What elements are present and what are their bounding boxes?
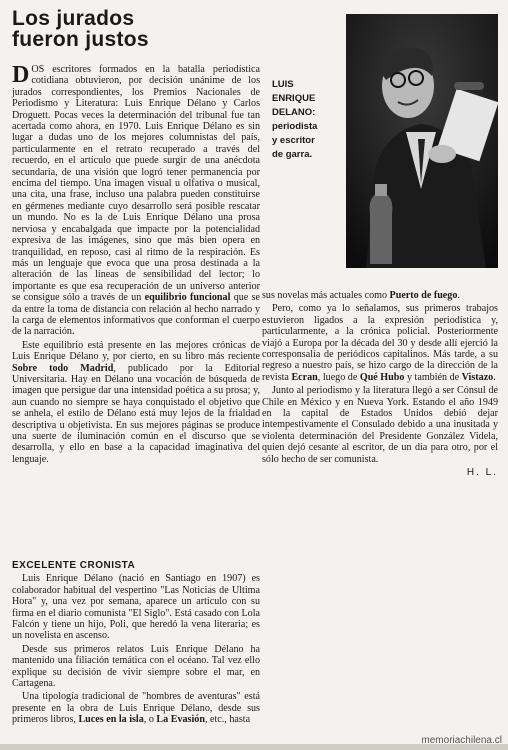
drop-cap: D — [12, 62, 30, 88]
right2-mid2: y también de — [404, 371, 462, 383]
headline — [12, 8, 262, 50]
caption-line-6: de garra. — [272, 149, 313, 160]
headline-line-2: fueron justos — [12, 28, 149, 51]
caption-line-5: y escritor — [272, 135, 315, 146]
right1-text: sus novelas más actuales como — [262, 290, 390, 301]
headline-line-1: Los jurados — [12, 7, 135, 30]
intro-text: OS escritores formados en la batalla periodística cotidiana obtuvieron, por decisión unánime de los jurados correspondientes, los Premios Nacionales de Periodismo y Literatura: Luis Enrique Délano y Carlos Droguett. Pocas veces la determinación del tribunal fue tan acertada como ahora, en 1970. Luis Enrique Délano es sin lugar a dudas uno de los mejores columnistas del país, particularmente en el retrato recuperado a través del recuerdo, en el artículo que puede surgir de una anécdota secundaria, de una visión que logró tener permanencia por encima del tiempo. Una imagen visual u olfativa o musical, una cita, una frase, incluso una palabra pueden constituirse en gérmenes mediante cuyo desarrollo será posible rescatar un mundo. No es la de Luis Enrique Délano una prosa nerviosa y encabalgada que impacte por la potencialidad expresiva de las imágenes, sino que más bien opera en tranquilidad, en reposo, casi al ritmo de la respiración. Es más un lenguaje que evoca que una prosa destinada a la alteración de las líneas de sensibilidad del lector; lo importante es que esa recuperación de un universo anterior se consigue sólo a través de un — [12, 64, 260, 304]
para5-title2: La Evasión — [156, 714, 205, 726]
paragraph-5 — [12, 691, 260, 725]
para2-text2: , publicado por la Editorial Universitaria. Hay en Délano una vocación de búsqueda de imagen que persigue dar una intensidad poética a su prosa; y, aun cuando no siempre se haya conquistado el objetivo que se anhela, el estilo de Délano está muy lejos de la frialdad descriptiva u objetivista. En sus mejores páginas se produce una suerte de iluminación común en el discurso que se desarrolla, y ello en base a la capacidad imaginativa del lenguaje. — [12, 362, 260, 465]
portrait-illustration — [346, 14, 498, 268]
right2-end: . — [493, 371, 496, 383]
right-paragraph-2 — [262, 303, 498, 383]
right2-que-hubo: Qué Hubo — [359, 371, 405, 383]
right2-vistazo: Vistazo — [461, 371, 494, 383]
column-left-top — [12, 64, 260, 467]
photo-caption — [272, 78, 344, 162]
caption-line-4: periodista — [272, 121, 318, 132]
subhead-excelente-cronista: EXCELENTE CRONISTA — [12, 560, 136, 571]
para5-end: , etc., hasta — [204, 714, 251, 726]
author-signature: H. L. — [466, 467, 498, 479]
caption-line-1: LUIS — [272, 79, 294, 90]
paragraph-2 — [12, 340, 260, 465]
watermark: memoriachilena.cl — [421, 735, 502, 746]
paragraph-3: Luis Enrique Délano (nació en Santiago en 1907) es colaborador habitual del vespertino "Las Noticias de Ultima Hora" y, una vez por semana, aparece un artículo con su firma en el diario comunista "El Siglo". Está casado con Lola Falcón y tiene un hijo, Poli, que heredó la vena literaria; es un novelista en ascenso. — [12, 573, 260, 642]
para2-book-title: Sobre todo Madrid — [12, 362, 114, 374]
portrait-photo — [346, 14, 498, 268]
right1-end: . — [457, 290, 460, 301]
right2-mid1: , luego de — [317, 371, 360, 383]
right-paragraph-1 — [262, 290, 498, 301]
right-paragraph-3: Junto al periodismo y la literatura llegó a ser Cónsul de Chile en México y en Nueva York. Estando el año 1949 en la capital de Estados Unidos debió dejar intempestivamente el Consulado debido a una inusitada y violenta determinación del Presidente González Videla, quien dejó cesante al escritor, de un día para otro, por el sólo hecho de ser comunista. — [262, 385, 498, 465]
caption-line-3: DELANO: — [272, 107, 316, 118]
para5-title1: Luces en la isla — [78, 714, 144, 726]
para5-mid: , o — [143, 714, 157, 726]
intro-paragraph — [12, 64, 260, 338]
caption-line-2: ENRIQUE — [272, 93, 316, 104]
column-left-bottom — [12, 560, 260, 728]
intro-text-end: que se da entre la toma de distancia con relación al hecho narrado y la carga de elementos informativos que conforman el cuerpo de la narración. — [12, 292, 261, 338]
right2-ecran: Ecran — [291, 371, 318, 383]
paragraph-4: Desde sus primeros relatos Luis Enrique Délano ha mantenido una filiación temática con el océano. Tal vez ello explique su decisión de vivir siempre sobre el mar, en Cartagena. — [12, 643, 260, 690]
intro-bold: equilibrio funcional — [144, 292, 231, 304]
para2-text1: Este equilibrio está presente en las mejores crónicas de Luis Enrique Délano y, por cierto, en su libro más reciente — [12, 339, 260, 363]
para5-text: Una tipología tradicional de "hombres de aventuras" está presente en la obra de Luis Enrique Délano, desde sus primeros libros, — [12, 691, 260, 726]
right1-title: Puerto de fuego — [389, 290, 458, 301]
right2-text: Pero, como ya lo señalamos, sus primeros trabajos estuvieron ligados a la expresión periodística y, particularmente, a la crónica policial. Posteriormente viajó a Europa por la década del 30 y desde allí ejerció la corresponsalía de periódicos capitalinos. Más tarde, a su regreso a nuestro país, se hizo cargo de la dirección de la revista — [262, 303, 498, 383]
column-right — [262, 290, 498, 481]
